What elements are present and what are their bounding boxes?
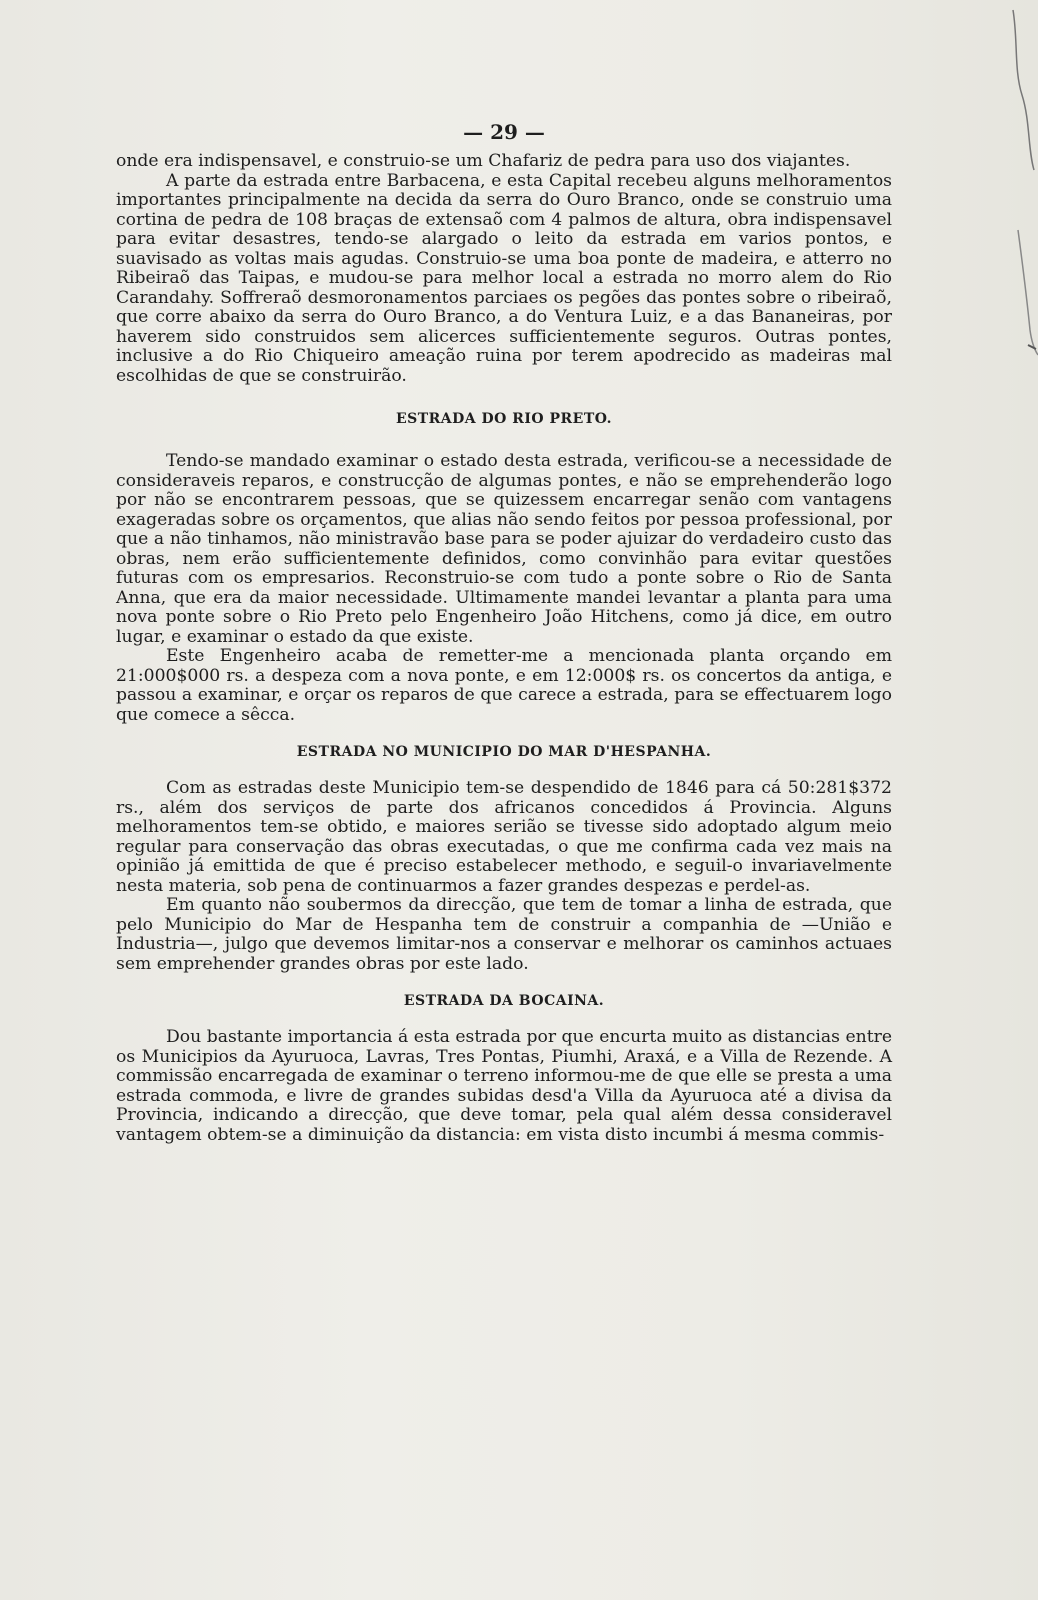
- page-number: — 29 —: [463, 120, 545, 144]
- paragraph-rio-preto-2: Este Engenheiro acaba de remetter-me a mencionada planta orçando em 21:000$000 rs. a despeza com a nova ponte, e em 12:000$ rs. os concertos da antiga, e passou a examinar, e orçar os reparos de que carece a estrada, para se effectuarem logo que comece a sêcca.: [116, 646, 892, 725]
- paragraph-rio-preto-1: Tendo-se mandado examinar o estado desta estrada, verificou-se a necessidade de consideraveis reparos, e construcção de algumas pontes, e não se emprehenderão logo por não se encontrarem pessoas, que se quizessem encarregar senão com vantagens exageradas sobre os orçamentos, que alias não sendo feitos por pessoa professional, por que a não tinhamos, não ministravão base para se poder ajuizar do verdadeiro custo das obras, nem erão sufficientemente definidos, como convinhão para evitar questões futuras com os empresarios. Reconstruio-se com tudo a ponte sobre o Rio de Santa Anna, que era da maior necessidade. Ultimamente mandei levantar a planta para uma nova ponte sobre o Rio Preto pelo Engenheiro João Hitchens, como já dice, em outro lugar, e examinar o estado da que existe.: [116, 451, 892, 647]
- paragraph-mar-hespanha-2: Em quanto não soubermos da direcção, que tem de tomar a linha de estrada, que pelo Municipio do Mar de Hespanha tem de construir a companhia de —União e Industria—, julgo que devemos limitar-nos a conservar e melhorar os caminhos actuaes sem emprehender grandes obras por este lado.: [116, 895, 892, 974]
- paragraph-mar-hespanha-1: Com as estradas deste Municipio tem-se despendido de 1846 para cá 50:281$372 rs., além dos serviços de parte dos africanos concedidos á Provincia. Alguns melhoramentos tem-se obtido, e maiores serião se tivesse sido adoptado algum meio regular para conservação das obras executadas, o que me confirma cada vez mais na opinião já emittida de que é preciso estabelecer methodo, e seguil-o invariavelmente nesta materia, sob pena de continuarmos a fazer grandes despezas e perdel-as.: [116, 778, 892, 896]
- text-block: [116, 120, 892, 1145]
- section-heading-rio-preto: ESTRADA DO RIO PRETO.: [395, 411, 613, 427]
- paragraph-barbacena: A parte da estrada entre Barbacena, e esta Capital recebeu alguns melhoramentos importantes principalmente na decida da serra do Ouro Branco, onde se construio uma cortina de pedra de 108 braças de extensaõ com 4 palmos de altura, obra indispensavel para evitar desastres, tendo-se alargado o leito da estrada em varios pontos, e suavisado as voltas mais agudas. Construio-se uma boa ponte de madeira, e atterro no Ribeiraõ das Taipas, e mudou-se para melhor local a estrada no morro alem do Rio Carandahy. Soffreraõ desmoronamentos parciaes os pegões das pontes sobre o ribeiraõ, que corre abaixo da serra do Ouro Branco, a do Ventura Luiz, e a das Bananeiras, por haverem sido construidos sem alicerces sufficientemente seguros. Outras pontes, inclusive a do Rio Chiqueiro ameação ruina por terem apodrecido as madeiras mal escolhidas de que se construirão.: [116, 170, 892, 386]
- paragraph-bocaina-1: Dou bastante importancia á esta estrada por que encurta muito as distancias entre os Municipios da Ayuruoca, Lavras, Tres Pontas, Piumhi, Araxá, e a Villa de Rezende. A commissão encarregada de examinar o terreno informou-me de que elle se presta a uma estrada commoda, e livre de grandes subidas desd'a Villa da Ayuruoca até a divisa da Provincia, indicando a direcção, que deve tomar, pela qual além dessa consideravel vantagem obtem-se a diminuição da distancia: em vista disto incumbi á mesma commis-: [116, 1027, 892, 1145]
- section-heading-bocaina: ESTRADA DA BOCAINA.: [403, 993, 605, 1009]
- paragraph-continuation: onde era indispensavel, e construio-se um Chafariz de pedra para uso dos viajantes.: [116, 151, 851, 171]
- page-edge-marks: [918, 0, 1038, 420]
- section-heading-mar-hespanha: ESTRADA NO MUNICIPIO DO MAR D'HESPANHA.: [296, 744, 712, 760]
